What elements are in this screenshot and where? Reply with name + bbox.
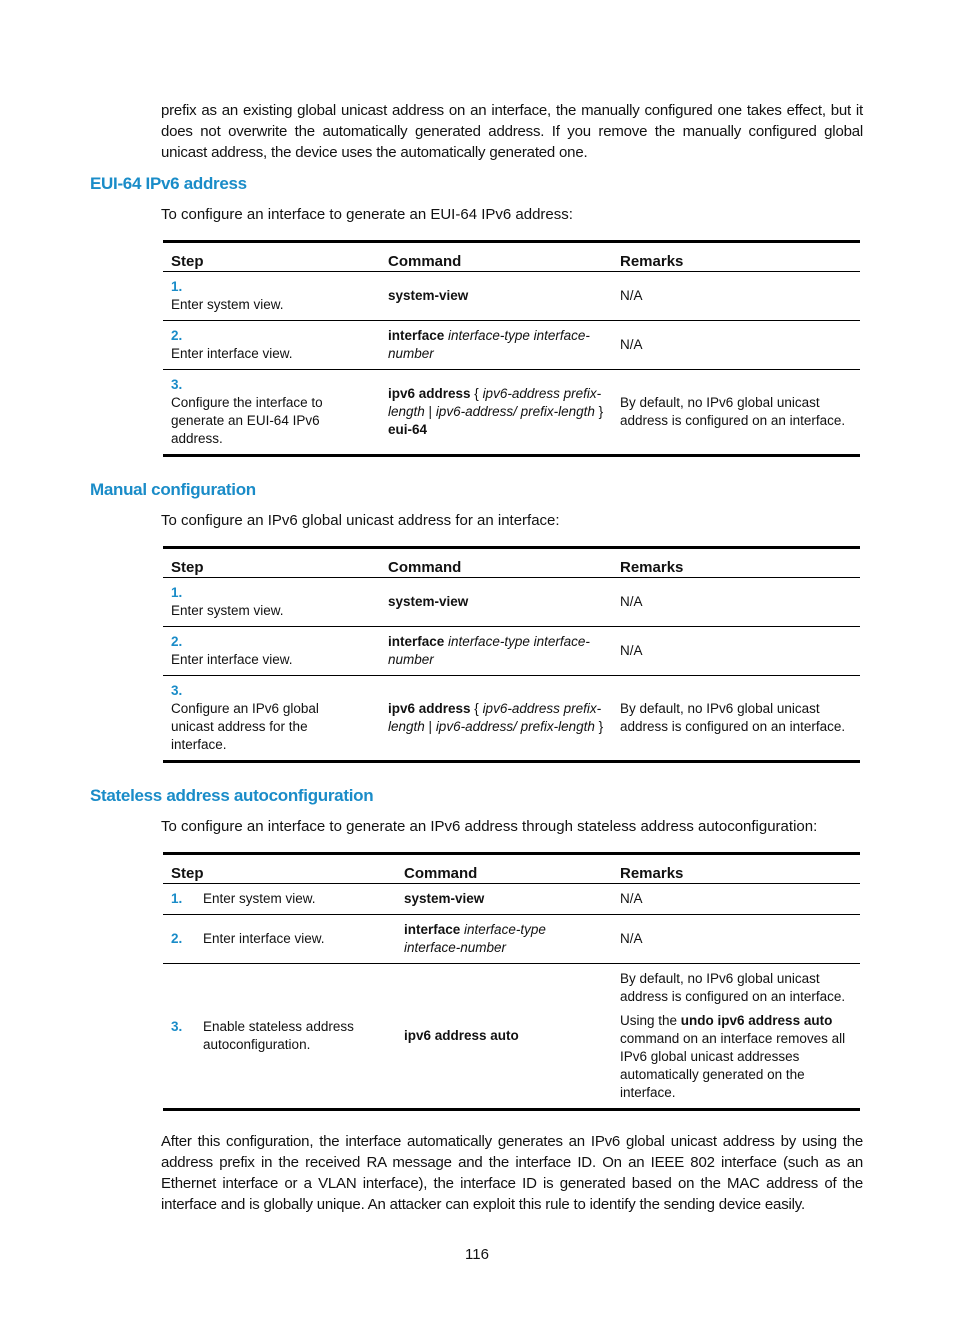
command-part: interface (388, 634, 445, 649)
step-description: Configure the interface to generate an EUI-64 IPv6 address. (171, 395, 323, 446)
step-cell (163, 676, 380, 762)
command-cell (380, 321, 612, 370)
remark-paragraph (620, 287, 852, 305)
command-part: } (594, 404, 604, 419)
command-cell (380, 627, 612, 676)
remark-part: command on an interface removes all IPv6 global unicast addresses automatically generated on the interface. (620, 1031, 846, 1100)
remark-paragraph (620, 336, 852, 354)
remarks-cell (612, 676, 860, 762)
command-cell (396, 964, 612, 1110)
remark-part: N/A (620, 594, 643, 609)
command-cell (380, 578, 612, 627)
step-description: Enable stateless address autoconfiguration. (203, 1019, 354, 1052)
table-row (163, 321, 860, 370)
command-part: ipv6 address auto (404, 1028, 519, 1043)
command-part: interface-type interface-number (388, 328, 590, 361)
command-part: ipv6-address prefix-length (388, 386, 602, 419)
step-description: Enter system view. (171, 603, 284, 618)
table-header-row (163, 242, 860, 272)
remark-paragraph (620, 890, 852, 908)
remark-part: Using the (620, 1013, 681, 1028)
step-number: 3. (171, 683, 183, 698)
table-row (163, 627, 860, 676)
command-cell (380, 676, 612, 762)
remark-part: N/A (620, 337, 643, 352)
page-number: 116 (465, 1246, 489, 1263)
command-part: ipv6 address (388, 701, 471, 716)
step-description: Configure an IPv6 global unicast address for the interface. (171, 701, 319, 752)
step-number: 2. (171, 634, 183, 649)
section-intro: To configure an interface to generate an EUI-64 IPv6 address: (161, 206, 573, 223)
step-cell (163, 627, 380, 676)
column-header: Command (380, 548, 612, 578)
command-part: system-view (388, 594, 469, 609)
command-part: interface (388, 328, 445, 343)
step-description: Enter interface view. (171, 652, 293, 667)
table-row (163, 964, 860, 1110)
step-cell (163, 915, 396, 964)
column-header: Step (163, 854, 396, 884)
command-part: ipv6 address (388, 386, 471, 401)
command-part: | (424, 404, 436, 419)
remark-paragraph (620, 394, 852, 430)
remark-part: N/A (620, 288, 643, 303)
command-part: | (424, 719, 436, 734)
command-part: } (594, 719, 604, 734)
step-number: 3. (171, 377, 183, 392)
step-cell (163, 578, 380, 627)
command-cell (380, 370, 612, 456)
command-part: system-view (388, 288, 469, 303)
remark-part: N/A (620, 643, 643, 658)
command-part: ipv6-address prefix-length (388, 701, 602, 734)
table-row (163, 272, 860, 321)
column-header: Step (163, 242, 380, 272)
table-header-row (163, 854, 860, 884)
column-header: Step (163, 548, 380, 578)
command-part: interface-type interface-number (388, 634, 590, 667)
column-header: Remarks (612, 854, 860, 884)
step-cell (163, 370, 380, 456)
step-description: Enter interface view. (203, 931, 325, 946)
command-part: system-view (404, 891, 485, 906)
remark-paragraph (620, 1012, 852, 1102)
remark-part: By default, no IPv6 global unicast address is configured on an interface. (620, 701, 846, 734)
command-part: ipv6-address/ prefix-length (435, 404, 595, 419)
remark-paragraph (620, 593, 852, 611)
remarks-cell (612, 321, 860, 370)
step-cell (163, 321, 380, 370)
step-number: 2. (171, 328, 183, 343)
remark-paragraph (620, 930, 852, 948)
table-row (163, 915, 860, 964)
section-intro: To configure an IPv6 global unicast address for an interface: (161, 512, 560, 529)
command-part: ipv6-address/ prefix-length (435, 719, 595, 734)
remarks-cell (612, 370, 860, 456)
column-header: Remarks (612, 548, 860, 578)
top-paragraph: prefix as an existing global unicast address on an interface, the manually configured one takes effect, but it does not overwrite the automatically generated address. If you remove the manually configured global unicast address, the device uses the automatically generated one. (161, 102, 863, 161)
remarks-cell (612, 627, 860, 676)
section-heading: Stateless address autoconfiguration (90, 786, 374, 805)
config-table (163, 852, 860, 1111)
section-heading: EUI-64 IPv6 address (90, 174, 247, 193)
remark-part: undo ipv6 address auto (680, 1013, 833, 1028)
step-cell (163, 964, 396, 1110)
step-description: Enter system view. (171, 297, 284, 312)
table-header-row (163, 548, 860, 578)
column-header: Remarks (612, 242, 860, 272)
remarks-cell (612, 884, 860, 915)
remark-part: By default, no IPv6 global unicast address is configured on an interface. (620, 395, 846, 428)
remark-paragraph (620, 700, 852, 736)
remarks-cell (612, 915, 860, 964)
config-table (163, 240, 860, 457)
remarks-cell (612, 578, 860, 627)
command-part: interface (404, 922, 461, 937)
section-intro: To configure an interface to generate an IPv6 address through stateless address autoconfiguration: (161, 818, 818, 835)
command-cell (396, 915, 612, 964)
table-row (163, 884, 860, 915)
section-heading: Manual configuration (90, 480, 256, 499)
step-description: Enter interface view. (171, 346, 293, 361)
step-cell (163, 272, 380, 321)
step-description: Enter system view. (203, 891, 316, 906)
table-row (163, 676, 860, 762)
step-cell (163, 884, 396, 915)
step-number: 1. (171, 279, 183, 294)
column-header: Command (380, 242, 612, 272)
step-number: 3. (171, 1019, 183, 1034)
command-part: eui-64 (388, 422, 428, 437)
remark-paragraph (620, 970, 852, 1006)
command-part: { (470, 386, 483, 401)
command-part: interface-type interface-number (404, 922, 546, 955)
command-cell (380, 272, 612, 321)
remarks-cell (612, 964, 860, 1110)
remarks-cell (612, 272, 860, 321)
table-row (163, 370, 860, 456)
table-row (163, 578, 860, 627)
column-header: Command (396, 854, 612, 884)
remark-paragraph (620, 642, 852, 660)
remark-part: N/A (620, 931, 643, 946)
step-number: 2. (171, 931, 183, 946)
config-table (163, 546, 860, 763)
remark-part: By default, no IPv6 global unicast address is configured on an interface. (620, 971, 846, 1004)
command-cell (396, 884, 612, 915)
bottom-paragraph: After this configuration, the interface automatically generates an IPv6 global unicast address by using the address prefix in the received RA message and the interface ID. On an IEEE 802 interface (such as an Ethernet interface or a VLAN interface), the interface ID is generated based on the MAC address of the interface and is globally unique. An attacker can exploit this rule to identify the sending device easily. (161, 1133, 863, 1213)
command-part: { (470, 701, 483, 716)
step-number: 1. (171, 585, 183, 600)
remark-part: N/A (620, 891, 643, 906)
step-number: 1. (171, 891, 183, 906)
